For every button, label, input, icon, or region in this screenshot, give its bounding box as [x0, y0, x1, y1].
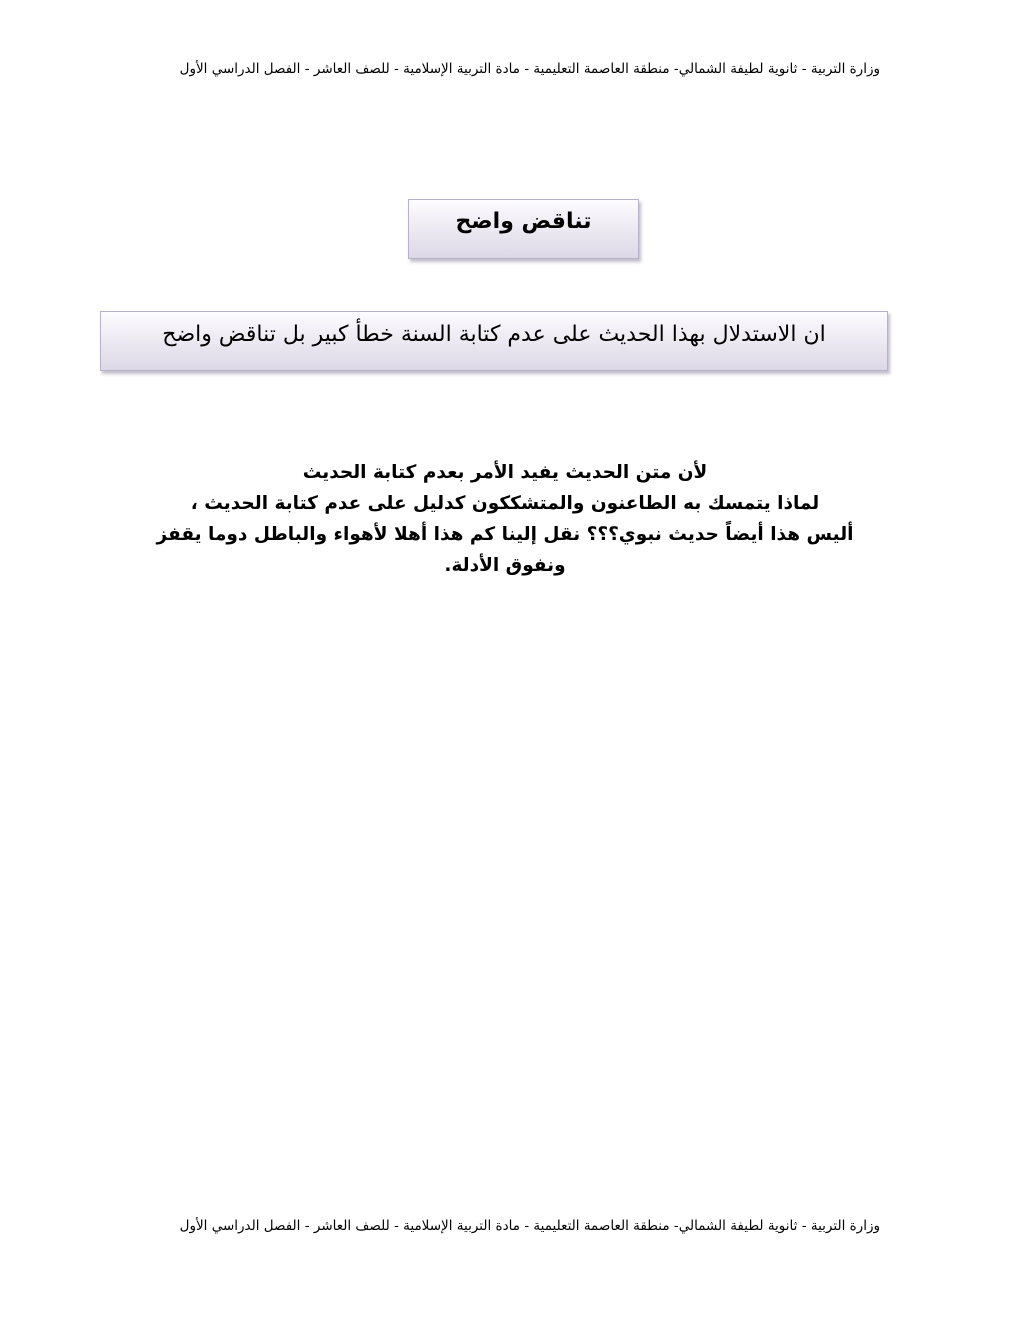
- statement-banner: [100, 311, 888, 371]
- statement-text: ان الاستدلال بهذا الحديث على عدم كتابة السنة خطأ كبير بل تناقض واضح: [162, 322, 826, 347]
- body-line-2: لماذا يتمسك به الطاعنون والمتشككون كدليل على عدم كتابة الحديث ،: [190, 493, 820, 514]
- page-footer: وزارة التربية - ثانوية لطيفة الشمالي- منطقة العاصمة التعليمية - مادة التربية الإسلامية - للصف العاشر - الفصل الدراسي الأول: [179, 1218, 880, 1234]
- body-paragraph: [130, 457, 880, 581]
- title-box: [408, 199, 639, 259]
- page-header: وزارة التربية - ثانوية لطيفة الشمالي- منطقة العاصمة التعليمية - مادة التربية الإسلامية - للصف العاشر - الفصل الدراسي الأول: [179, 61, 880, 77]
- body-line-1: لأن متن الحديث يفيد الأمر بعدم كتابة الحديث: [302, 462, 708, 483]
- page-title: تناقض واضح: [455, 209, 592, 234]
- body-line-3: أليس هذا أيضاً حديث نبوي؟؟؟ نقل إلينا كم هذا أهلا لأهواء والباطل دوما يقفز ونفوق الأدلة.: [156, 524, 854, 576]
